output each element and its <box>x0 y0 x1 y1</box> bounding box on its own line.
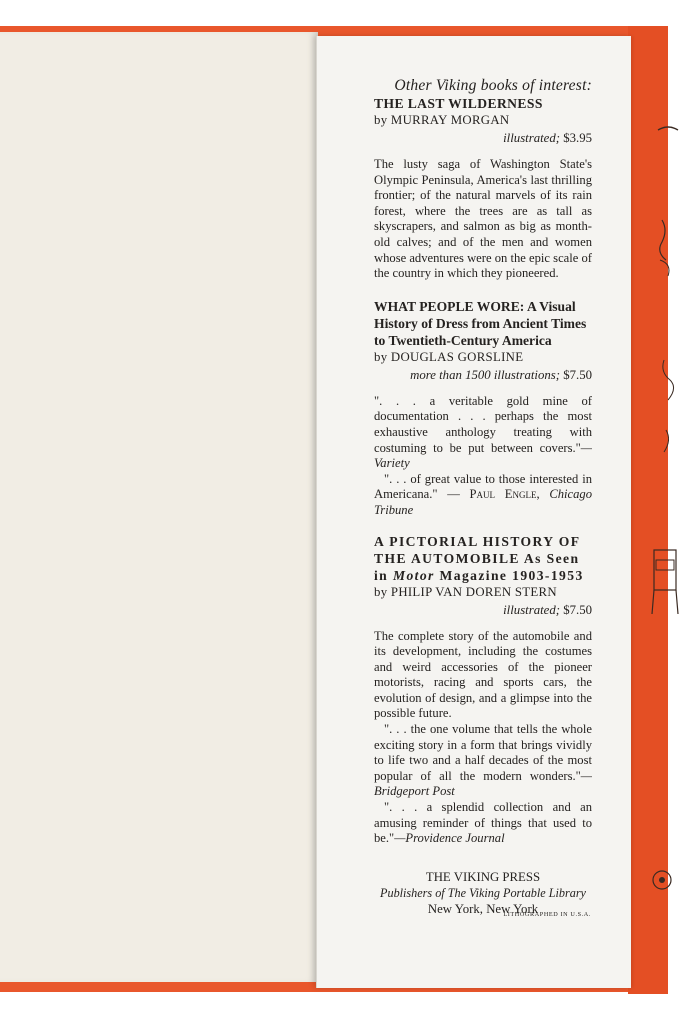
price-value: $3.95 <box>563 131 592 145</box>
quote-source: —Bridgeport Post <box>374 768 592 799</box>
quote-source: Chicago Tribune <box>374 487 592 517</box>
intro-heading: Other Viking books of interest: <box>394 77 592 94</box>
review-quote <box>374 722 592 800</box>
quote-text: ". . . a veritable gold mine of documentation . . . perhaps the most exhaustive anthology treating with costuming to be put between covers." <box>374 393 592 455</box>
book-price <box>374 601 592 619</box>
price-label: illustrated; <box>503 602 560 617</box>
book-author: by MURRAY MORGAN <box>374 113 510 127</box>
publisher-block <box>374 869 592 917</box>
price-label: more than 1500 illustrations; <box>410 367 560 382</box>
price-value: $7.50 <box>563 602 592 617</box>
title-part: A PICTORIAL HISTORY OF THE AUTOMOBILE As Seen in <box>374 533 580 583</box>
quote-text: ". . . of great value to those interested in Americana." — <box>374 471 592 502</box>
title-italic: Motor <box>392 567 435 583</box>
endpaper-page <box>0 32 318 982</box>
review-quote <box>374 394 592 472</box>
quote-source: —Providence Journal <box>394 831 505 846</box>
publisher-name: THE VIKING PRESS <box>425 869 541 884</box>
book-title <box>374 533 592 584</box>
title-part: Magazine 1903-1953 <box>439 567 584 583</box>
book-title: WHAT PEOPLE WORE: A Visual History of Dress from Ancient Times to Twentieth-Century America <box>374 298 587 348</box>
book-author: by PHILIP VAN DOREN STERN <box>374 584 557 599</box>
book-title: THE LAST WILDERNESS <box>374 96 543 111</box>
publisher-city: New York, New York <box>427 901 539 916</box>
quote-author: Paul Engle, <box>469 487 540 502</box>
quote-text: ". . . the one volume that tells the whole exciting story in a form that brings vividly to life two and a half decades of the most popular of all the modern wonders." <box>374 722 592 783</box>
quote-source: —Variety <box>374 440 592 471</box>
book-description: The lusty saga of Washington State's Olympic Peninsula, America's last thrilling frontier; of the natural marvels of its rain forest, where the trees are as tall as skyscrapers, and salmon as big as month-old calves; and of the men and women whose adventures were on the epic scale of the country in which they pioneered. <box>374 157 592 281</box>
book-description: The complete story of the automobile and its development, including the costumes and weird accessories of the pioneer motorists, racing and sports cars, the evolution of design, and a glimpse into the possible future. <box>374 628 592 721</box>
price-value: $7.50 <box>563 367 592 382</box>
cover-illustration-sketch <box>640 60 699 960</box>
book-entry <box>374 95 592 282</box>
book-entry <box>374 533 592 847</box>
dust-jacket-flap <box>316 36 631 988</box>
price-label: illustrated; <box>503 131 560 145</box>
book-author: by DOUGLAS GORSLINE <box>374 349 524 364</box>
imprint-note: LITHOGRAPHED IN U.S.A. <box>503 911 591 918</box>
book-entry <box>374 298 592 519</box>
book-price <box>374 129 592 147</box>
flap-text <box>374 76 592 917</box>
review-quote <box>374 800 592 847</box>
book-price <box>374 366 592 384</box>
review-quote <box>374 472 592 519</box>
publisher-tagline: Publishers of The Viking Portable Library <box>380 885 586 900</box>
quote-text: ". . . a splendid collection and an amusing reminder of things that used to be." <box>374 800 592 846</box>
